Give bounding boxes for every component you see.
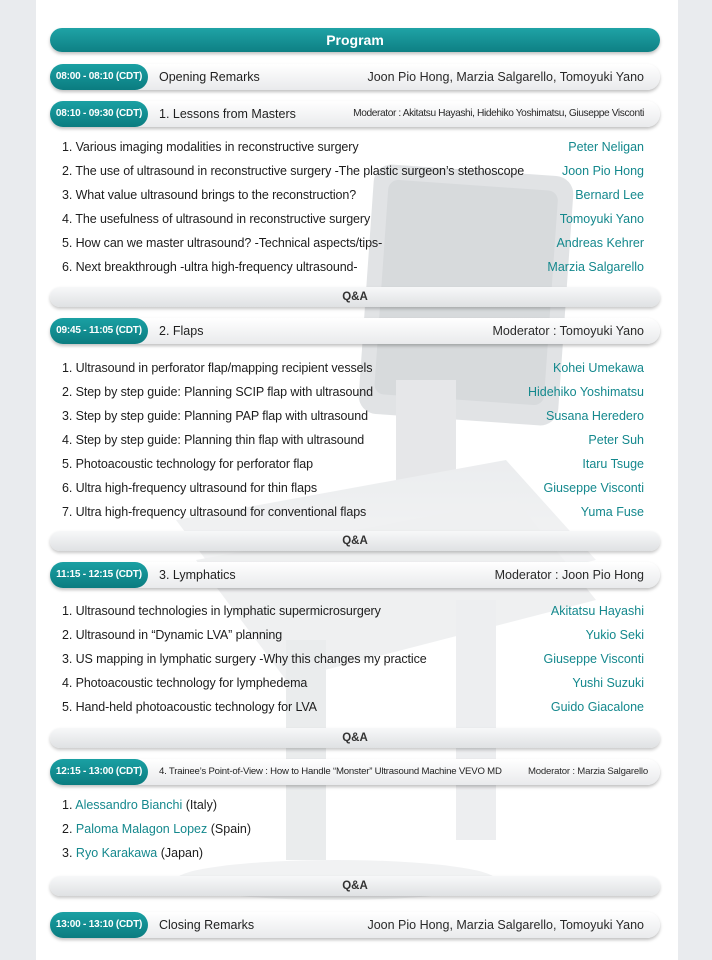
trainee-country: (Italy) — [185, 798, 217, 812]
session-speakers: Joon Pio Hong, Marzia Salgarello, Tomoyuki Yano — [367, 70, 644, 84]
session-title: Closing Remarks — [159, 918, 255, 932]
talk-title: 6. Next breakthrough -ultra high-frequency ultrasound- — [62, 260, 358, 274]
program-header: Program — [50, 28, 660, 52]
session-time-badge: 12:15 - 13:00 (CDT) — [50, 759, 148, 785]
session-2-header — [50, 318, 660, 344]
talk-item — [62, 233, 644, 253]
talk-speaker: Akitatsu Hayashi — [550, 604, 644, 618]
talk-item — [62, 185, 644, 205]
session-speakers: Joon Pio Hong, Marzia Salgarello, Tomoyuki Yano — [367, 918, 644, 932]
talk-title: 5. How can we master ultrasound? -Technical aspects/tips- — [62, 236, 383, 250]
talk-title: 1. Various imaging modalities in reconstructive surgery — [62, 140, 359, 154]
talk-title: 2. Ultrasound in “Dynamic LVA” planning — [62, 628, 283, 642]
trainee-name: Paloma Malagon Lopez — [75, 822, 208, 836]
session-3-header — [50, 562, 660, 588]
trainee-country: (Spain) — [210, 822, 252, 836]
session-time-badge: 09:45 - 11:05 (CDT) — [50, 318, 148, 344]
talk-item — [62, 406, 644, 426]
talk-title: 7. Ultra high-frequency ultrasound for conventional flaps — [62, 505, 367, 519]
session-opening — [50, 64, 660, 90]
qa-bar: Q&A — [50, 287, 660, 307]
trainee-name: Alessandro Bianchi — [75, 798, 183, 812]
talk-speaker: Peter Neligan — [568, 140, 644, 154]
talk-title: 5. Hand-held photoacoustic technology for LVA — [62, 700, 317, 714]
trainee-country: (Japan) — [160, 846, 204, 860]
session-4-header — [50, 759, 660, 785]
talk-title: 2. The use of ultrasound in reconstructive surgery -The plastic surgeon’s stethoscope — [62, 164, 525, 178]
session-title: 1. Lessons from Masters — [159, 107, 296, 121]
session-title: 3. Lymphatics — [159, 568, 236, 582]
talk-speaker: Yushi Suzuki — [572, 676, 644, 690]
trainee-item — [62, 819, 251, 839]
talk-speaker: Yuma Fuse — [580, 505, 644, 519]
talk-speaker: Guido Giacalone — [550, 700, 644, 714]
talk-title: 1. Ultrasound technologies in lymphatic supermicrosurgery — [62, 604, 381, 618]
talk-speaker: Susana Heredero — [546, 409, 644, 423]
talk-speaker: Giuseppe Visconti — [543, 652, 644, 666]
talk-item — [62, 430, 644, 450]
trainee-number: 2. — [62, 822, 73, 836]
talk-item — [62, 382, 644, 402]
talk-speaker: Peter Suh — [588, 433, 644, 447]
session-1-header — [50, 101, 660, 127]
session-moderator: Moderator : Tomoyuki Yano — [492, 324, 644, 338]
talk-item — [62, 625, 644, 645]
session-time-badge: 11:15 - 12:15 (CDT) — [50, 562, 148, 588]
session-moderator: Moderator : Marzia Salgarello — [527, 766, 648, 777]
talk-speaker: Andreas Kehrer — [556, 236, 644, 250]
trainee-number: 1. — [62, 798, 73, 812]
talk-item — [62, 358, 644, 378]
talk-speaker: Bernard Lee — [575, 188, 644, 202]
talk-speaker: Hidehiko Yoshimatsu — [527, 385, 644, 399]
session-moderator: Moderator : Joon Pio Hong — [494, 568, 644, 582]
qa-bar: Q&A — [50, 876, 660, 896]
talk-title: 3. What value ultrasound brings to the reconstruction? — [62, 188, 357, 202]
talk-speaker: Joon Pio Hong — [561, 164, 644, 178]
session-time-badge: 08:10 - 09:30 (CDT) — [50, 101, 148, 127]
qa-bar: Q&A — [50, 728, 660, 748]
talk-title: 3. US mapping in lymphatic surgery -Why this changes my practice — [62, 652, 427, 666]
talk-speaker: Tomoyuki Yano — [559, 212, 644, 226]
talk-item — [62, 649, 644, 669]
qa-bar: Q&A — [50, 531, 660, 551]
talk-item — [62, 257, 644, 277]
talk-title: 4. Step by step guide: Planning thin flap with ultrasound — [62, 433, 365, 447]
trainee-item — [62, 795, 217, 815]
talk-item — [62, 161, 644, 181]
trainee-number: 3. — [62, 846, 73, 860]
talk-title: 4. The usefulness of ultrasound in reconstructive surgery — [62, 212, 371, 226]
trainee-item — [62, 843, 203, 863]
program-page — [36, 0, 678, 960]
talk-title: 4. Photoacoustic technology for lymphedema — [62, 676, 308, 690]
session-title: 2. Flaps — [159, 324, 204, 338]
talk-speaker: Giuseppe Visconti — [543, 481, 644, 495]
talk-speaker: Itaru Tsuge — [582, 457, 644, 471]
session-moderator: Moderator : Akitatsu Hayashi, Hidehiko Yoshimatsu, Giuseppe Visconti — [353, 108, 644, 119]
session-time-badge: 08:00 - 08:10 (CDT) — [50, 64, 148, 90]
talk-title: 1. Ultrasound in perforator flap/mapping recipient vessels — [62, 361, 373, 375]
talk-item — [62, 502, 644, 522]
session-title: 4. Trainee’s Point-of-View : How to Handle “Monster” Ultrasound Machine VEVO MD — [159, 766, 502, 777]
talk-title: 2. Step by step guide: Planning SCIP flap with ultrasound — [62, 385, 373, 399]
talk-item — [62, 137, 644, 157]
talk-speaker: Kohei Umekawa — [552, 361, 644, 375]
talk-item — [62, 478, 644, 498]
talk-item — [62, 209, 644, 229]
talk-title: 3. Step by step guide: Planning PAP flap with ultrasound — [62, 409, 368, 423]
talk-item — [62, 601, 644, 621]
talk-title: 5. Photoacoustic technology for perforator flap — [62, 457, 314, 471]
talk-item — [62, 673, 644, 693]
talk-speaker: Marzia Salgarello — [547, 260, 644, 274]
session-title: Opening Remarks — [159, 70, 260, 84]
talk-speaker: Yukio Seki — [585, 628, 644, 642]
talk-item — [62, 454, 644, 474]
session-closing — [50, 912, 660, 938]
trainee-name: Ryo Karakawa — [75, 846, 158, 860]
talk-item — [62, 697, 644, 717]
session-time-badge: 13:00 - 13:10 (CDT) — [50, 912, 148, 938]
talk-title: 6. Ultra high-frequency ultrasound for thin flaps — [62, 481, 317, 495]
